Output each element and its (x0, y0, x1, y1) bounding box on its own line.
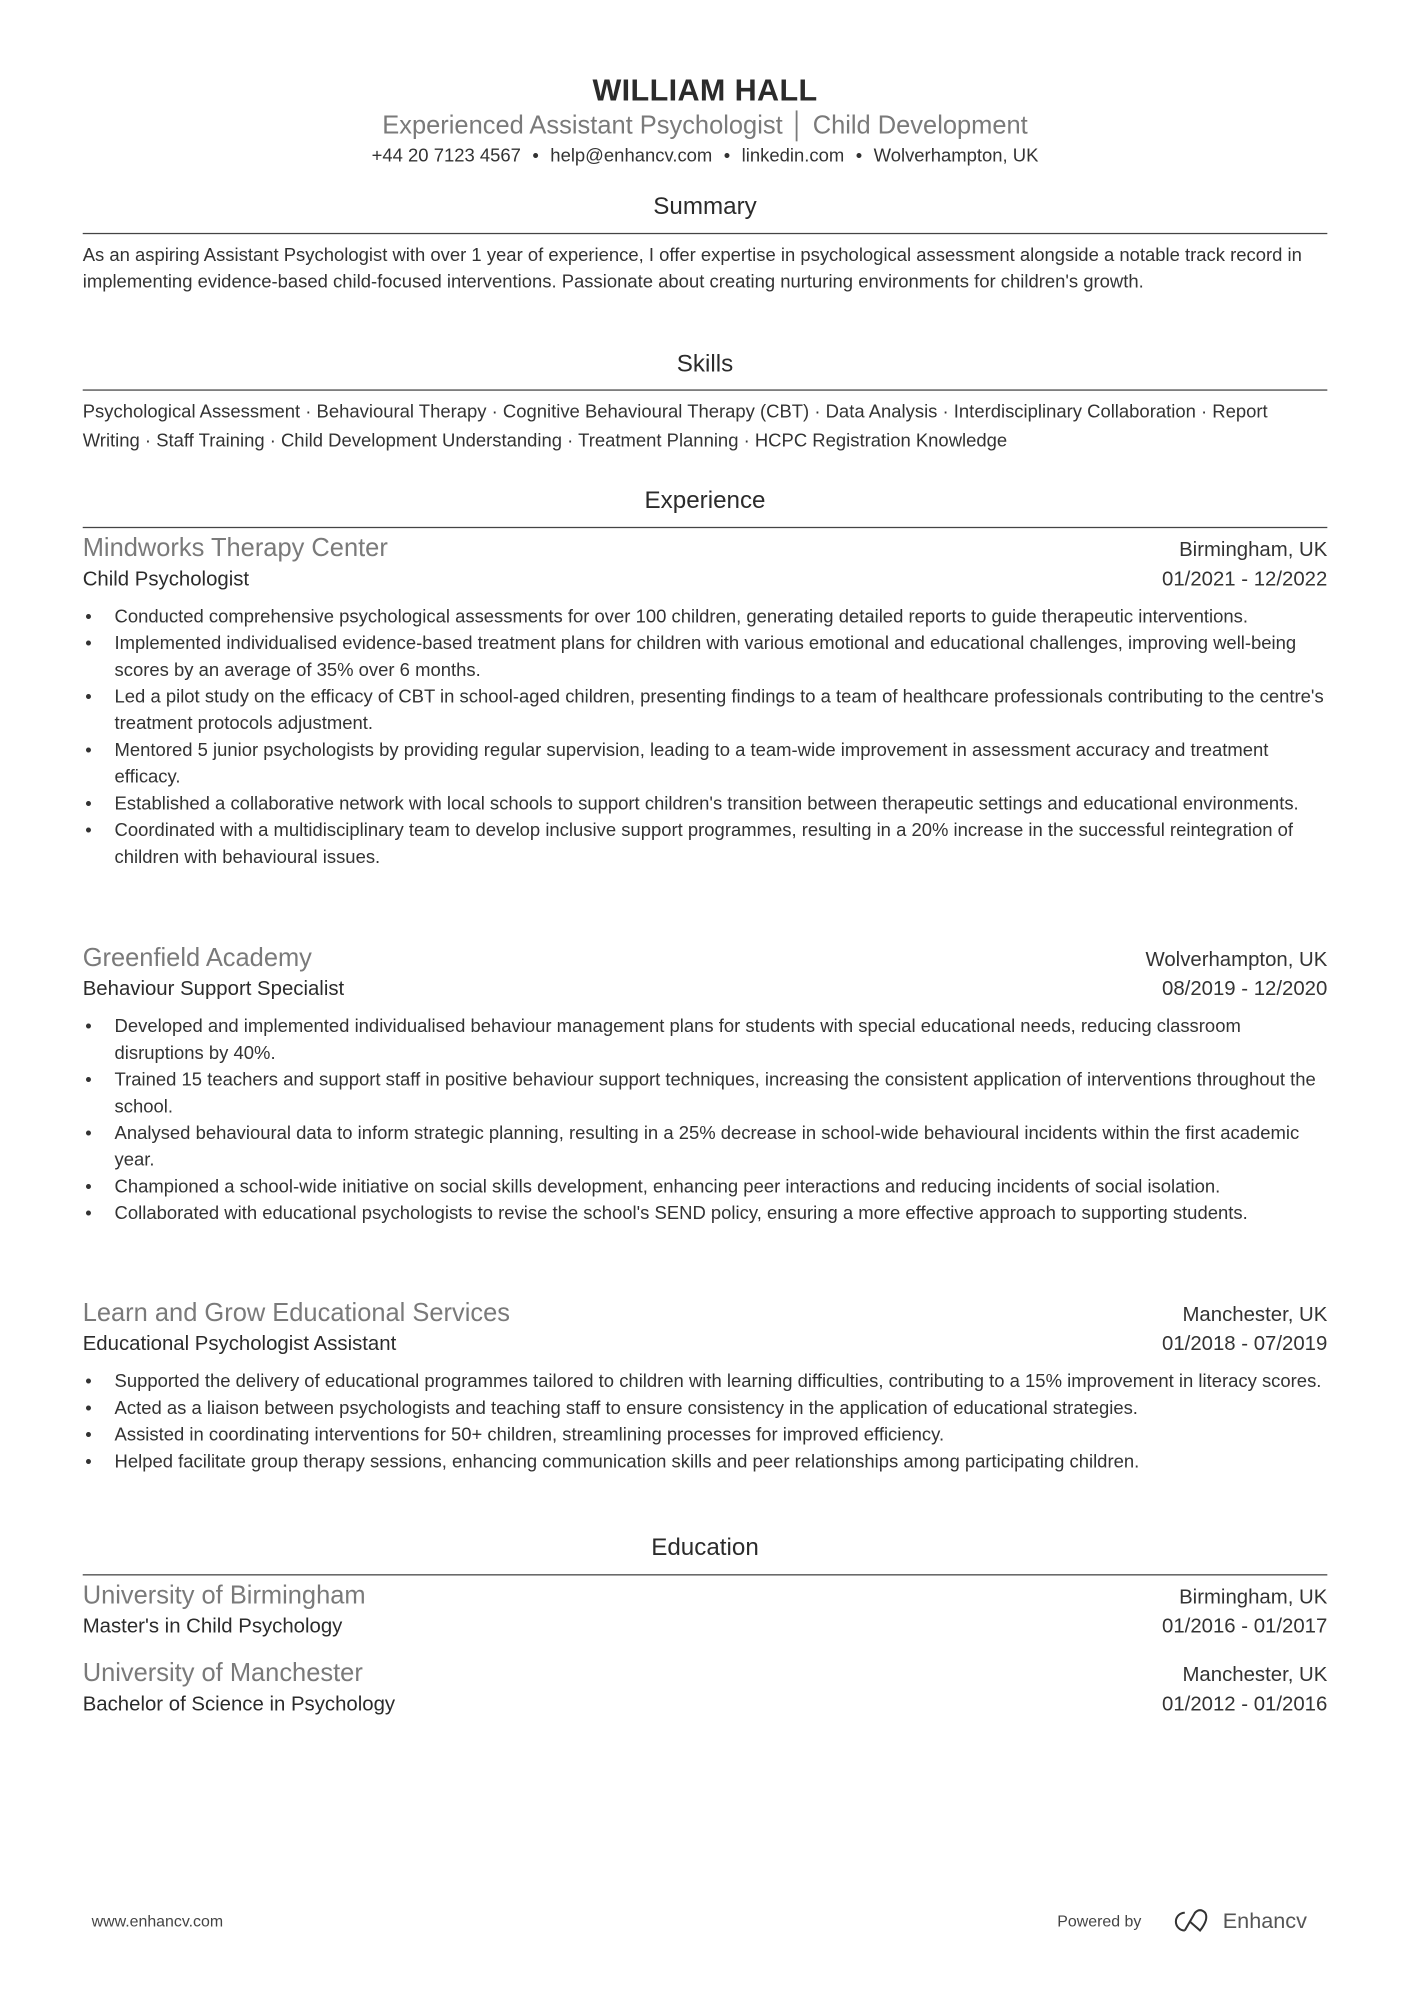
bullet: • Helped facilitate group therapy sessions, enhancing communication skills and peer relationships among participating children. (83, 1449, 1328, 1476)
job-dates: 01/2021 - 12/2022 (1162, 568, 1328, 591)
bullet: • Conducted comprehensive psychological assessments for over 100 children, generating detailed reports to guide therapeutic interventions. (83, 604, 1328, 631)
linkedin-link[interactable]: linkedin.com (741, 146, 845, 167)
bullet: • Trained 15 teachers and support staff in positive behaviour support techniques, increasing the consistent application of interventions throughout the school. (83, 1068, 1328, 1121)
job-location: Wolverhampton, UK (1145, 949, 1328, 971)
bullet: • Analysed behavioural data to inform strategic planning, resulting in a 25% decrease in school-wide behavioural incidents within the first academic year. (83, 1121, 1328, 1174)
website-link[interactable]: www.enhancv.com (91, 1912, 224, 1931)
school-name: University of Manchester (82, 1659, 363, 1688)
job-dates: 01/2018 - 07/2019 (1162, 1333, 1328, 1356)
location: Wolverhampton, UK (873, 146, 1039, 167)
job-dates: 08/2019 - 12/2020 (1162, 978, 1328, 1001)
company-name: Greenfield Academy (82, 944, 312, 973)
bullet: • Coordinated with a multidisciplinary team to develop inclusive support programmes, resulting in a 20% increase in the successful reintegration of children with behavioural issues. (83, 818, 1328, 871)
experience-item (83, 534, 1328, 871)
bullet: • Developed and implemented individualised behaviour management plans for students with special educational needs, reducing classroom disruptions by 40%. (83, 1014, 1328, 1067)
summary-text: As an aspiring Assistant Psychologist with over 1 year of experience, I offer expertise in psychological assessment alongside a notable track record in implementing evidence-based child-focused interventions. Passionate about creating nurturing environments for children's growth. (82, 245, 1302, 293)
school-name: University of Birmingham (82, 1581, 366, 1610)
experience-item (83, 944, 1328, 1228)
school-location: Manchester, UK (1182, 1664, 1328, 1687)
bullet: • Supported the delivery of educational programmes tailored to children with learning difficulties, contributing to a 15% improvement in literacy scores. (83, 1369, 1328, 1396)
divider (83, 233, 1328, 234)
education-item (83, 1582, 1328, 1652)
contact-info (83, 146, 1328, 166)
experience-title: Experience (644, 487, 766, 515)
brand-name: Enhancv (1222, 1908, 1307, 1934)
education-dates: 01/2012 - 01/2016 (1162, 1693, 1328, 1716)
bullet-list (83, 604, 1328, 871)
degree: Bachelor of Science in Psychology (82, 1693, 396, 1716)
bullet: • Championed a school-wide initiative on social skills development, enhancing peer interactions and reducing incidents of social isolation. (83, 1175, 1328, 1202)
bullet: • Assisted in coordinating interventions for 50+ children, streamlining processes for improved efficiency. (83, 1423, 1328, 1450)
footer (92, 1909, 1307, 1934)
experience-item (83, 1299, 1328, 1476)
powered-by (1057, 1909, 1307, 1934)
company-name: Mindworks Therapy Center (82, 534, 388, 563)
bullet: • Collaborated with educational psychologists to revise the school's SEND policy, ensuring a more effective approach to supporting students. (83, 1201, 1328, 1228)
bullet: • Established a collaborative network with local schools to support children's transition between therapeutic settings and educational environments. (83, 792, 1328, 819)
bullet: • Implemented individualised evidence-based treatment plans for children with various emotional and educational challenges, improving well-being scores by an average of 35% over 6 months. (83, 631, 1328, 684)
education-title: Education (651, 1534, 759, 1562)
divider (83, 1574, 1328, 1575)
job-title: Behaviour Support Specialist (82, 978, 345, 1001)
divider (83, 389, 1328, 390)
job-title: Educational Psychologist Assistant (82, 1333, 397, 1356)
email-link[interactable]: help@enhancv.com (550, 146, 713, 167)
skills-title: Skills (676, 351, 734, 378)
separator: • (532, 146, 539, 167)
job-location: Birmingham, UK (1179, 539, 1328, 562)
bullet-list (83, 1369, 1328, 1476)
degree: Master's in Child Psychology (82, 1616, 343, 1638)
education-dates: 01/2016 - 01/2017 (1162, 1616, 1328, 1638)
school-location: Birmingham, UK (1179, 1586, 1328, 1609)
bullet: • Acted as a liaison between psychologists and teaching staff to ensure consistency in the application of educational strategies. (83, 1396, 1328, 1423)
headline: Experienced Assistant Psychologist │ Child Development (382, 111, 1028, 140)
company-name: Learn and Grow Educational Services (82, 1299, 510, 1328)
phone: +44 20 7123 4567 (371, 146, 521, 167)
job-title: Child Psychologist (82, 568, 250, 591)
powered-by-label: Powered by (1057, 1912, 1142, 1931)
bullet: • Mentored 5 junior psychologists by providing regular supervision, leading to a team-wide improvement in assessment accuracy and treatment efficacy. (83, 738, 1328, 791)
education-item (83, 1659, 1328, 1729)
skills-list: Psychological Assessment · Behavioural Therapy · Cognitive Behavioural Therapy (CBT) · Data Analysis · Interdisciplinary Collaboration · Report Writing · Staff Training · Child Development Understanding · Treatment Planning · HCPC Registration Knowledge (82, 402, 1268, 452)
separator: • (855, 146, 863, 167)
enhancv-logo-icon (1167, 1909, 1215, 1934)
bullet: • Led a pilot study on the efficacy of CBT in school-aged children, presenting findings to a team of healthcare professionals contributing to the centre's treatment protocols adjustment. (83, 685, 1328, 738)
bullet-list (83, 1014, 1328, 1228)
candidate-name: WILLIAM HALL (592, 73, 818, 109)
divider (83, 527, 1328, 528)
job-location: Manchester, UK (1182, 1304, 1328, 1327)
separator: • (723, 146, 731, 167)
summary-title: Summary (653, 193, 757, 221)
